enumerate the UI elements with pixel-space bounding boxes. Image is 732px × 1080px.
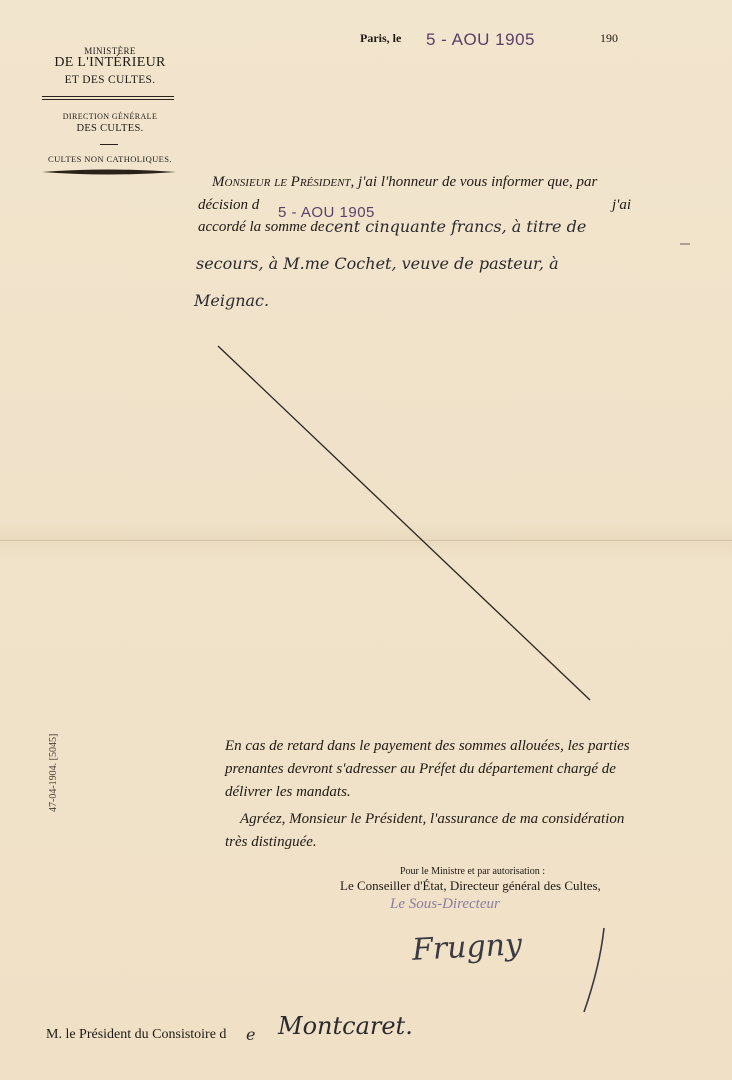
payment-notice: En cas de retard dans le payement des sommes allouées, les parties prenantes devront s'adresser au Préfet du département chargé de délivrer les mandats. — [225, 738, 630, 800]
signature-flourish — [580, 926, 610, 1016]
header-des-cultes: DES CULTES. — [76, 123, 144, 134]
header-interieur: DE L'INTÉRIEUR — [54, 55, 166, 70]
pour-ministre: Pour le Ministre et par autorisation : — [400, 866, 545, 877]
decision-label: décision d — [198, 197, 260, 213]
date-stamp: 5 - AOU 1905 — [426, 30, 536, 49]
handwritten-amount: cent cinquante francs, à titre de — [325, 217, 587, 236]
dateline-place: Paris, le — [360, 31, 402, 45]
handwritten-place: Meignac. — [194, 291, 270, 310]
conseiller-title: Le Conseiller d'État, Directeur général des Cultes, — [340, 878, 601, 893]
decision-date-stamp: 5 - AOU 1905 — [278, 204, 375, 221]
header-direction: DIRECTION GÉNÉRALE — [62, 112, 158, 121]
header-cultes: ET DES CULTES. — [64, 74, 156, 86]
form-code: 47-04-1904. [5045] — [48, 733, 59, 812]
salutation-text: , j'ai l'honneur de vous informer que, par — [350, 174, 598, 190]
header-ministere: MINISTÈRE — [84, 46, 136, 56]
addressee-label: M. le Président du Consistoire d — [46, 1027, 227, 1042]
addressee-handwritten: Montcaret. — [278, 1012, 413, 1040]
decision-jai: j'ai — [612, 197, 632, 213]
dateline-year-prefix: 190 — [600, 31, 618, 45]
director-signature: Frugny — [411, 927, 523, 968]
closing-formula: Agréez, Monsieur le Président, l'assurance de ma considération très distinguée. — [225, 811, 625, 850]
salutation-address: Monsieur le Président — [212, 174, 351, 190]
sous-directeur-stamp: Le Sous-Directeur — [390, 896, 500, 912]
addressee-prefix: e — [246, 1025, 256, 1044]
handwritten-beneficiary: secours, à M.me Cochet, veuve de pasteur, à — [196, 254, 559, 273]
accorde-label: accordé la somme de — [198, 219, 325, 235]
header-non-catholiques: CULTES NON CATHOLIQUES. — [48, 154, 172, 164]
